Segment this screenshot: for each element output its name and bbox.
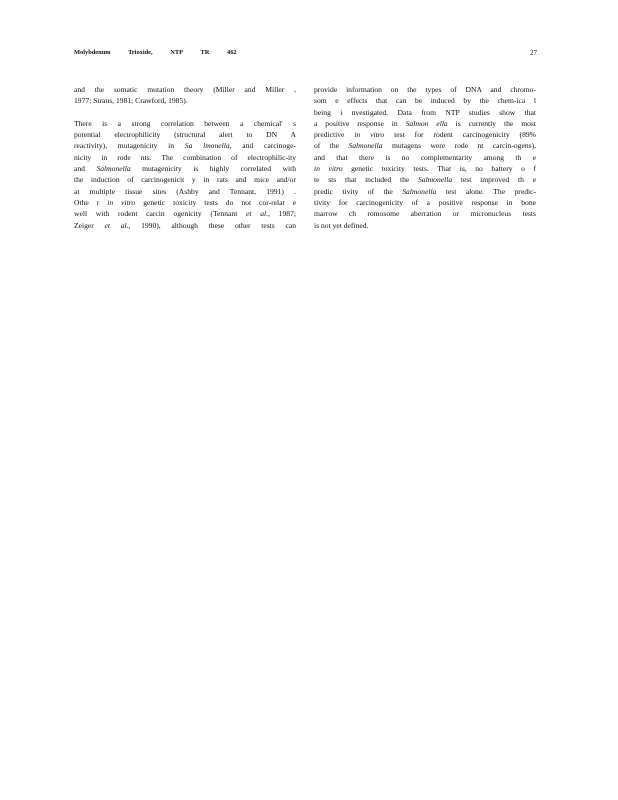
text-line: reactivity), mutagenicity in Sa lmonella, and carcinoge- [74,141,296,151]
text-line: and Salmonella mutagenicity is highly correlated with [74,164,296,174]
text-line: being i nvestigated. Data from NTP studies show that [314,107,536,117]
text-line: som e effects that can be induced by the chem-ica l [314,96,536,106]
running-title [74,49,253,56]
right-column [314,84,536,231]
text-line: in vitro genetic toxicity tests. That is, no battery o f [314,164,536,174]
text-line: Othe r in vitro genetic toxicity tests do not cor-relat e [74,197,296,207]
page-number: 27 [530,49,537,57]
running-title-word: NTP [170,49,184,56]
text-line: tivity for carcinogenicity of a positive response in bone [314,197,536,207]
paragraph [74,118,296,231]
text-line: marrow ch romosome aberration or micronucleus tests [314,209,536,219]
text-line: at multiple tissue sites (Ashby and Tennant, 1991) . [74,186,296,196]
text-line: a positive response in Salmon ella is currently the most [314,118,536,128]
text-line: potential electrophilicity (structural alert to DN A [74,130,296,140]
text-line: the induction of carcinogenicit y in rats and mice and/or [74,175,296,185]
text-line: is not yet defined. [314,220,369,230]
running-title-word: 462 [227,49,237,56]
text-line: predic tivity of the Salmonella test alone. The predic- [314,186,536,196]
paragraph [74,84,296,107]
text-line: and the somatic mutation theory (Miller and Miller , [74,85,296,94]
text-line: 1977; Straus, 1981; Crawford, 1985). [74,96,188,106]
text-line: nicity in rode nts. The combination of electrophilic-ity [74,152,296,162]
text-line: predictive in vitro test for rodent carcinogenicity (89% [314,130,536,140]
running-title-word: TR [200,49,210,56]
text-line: and that there is no complementarity among th e [314,152,536,162]
page-header [74,49,537,61]
text-line: of the Salmonella mutagens were rode nt carcin-ogens), [314,141,536,151]
text-line: te sts that included the Salmonella test improved th e [314,175,536,185]
text-line: well with rodent carcin ogenicity (Tennant et al., 1987; [74,209,296,219]
left-column [74,84,296,231]
text-line: There is a strong correlation between a chemical' s [74,118,296,128]
text-line: provide information on the types of DNA and chromo- [314,85,536,94]
text-line: Zeiger et al., 1990), although these other tests can [74,220,296,230]
running-title-word: Molybdenum [74,49,111,56]
running-title-word: Trioxide, [128,49,153,56]
